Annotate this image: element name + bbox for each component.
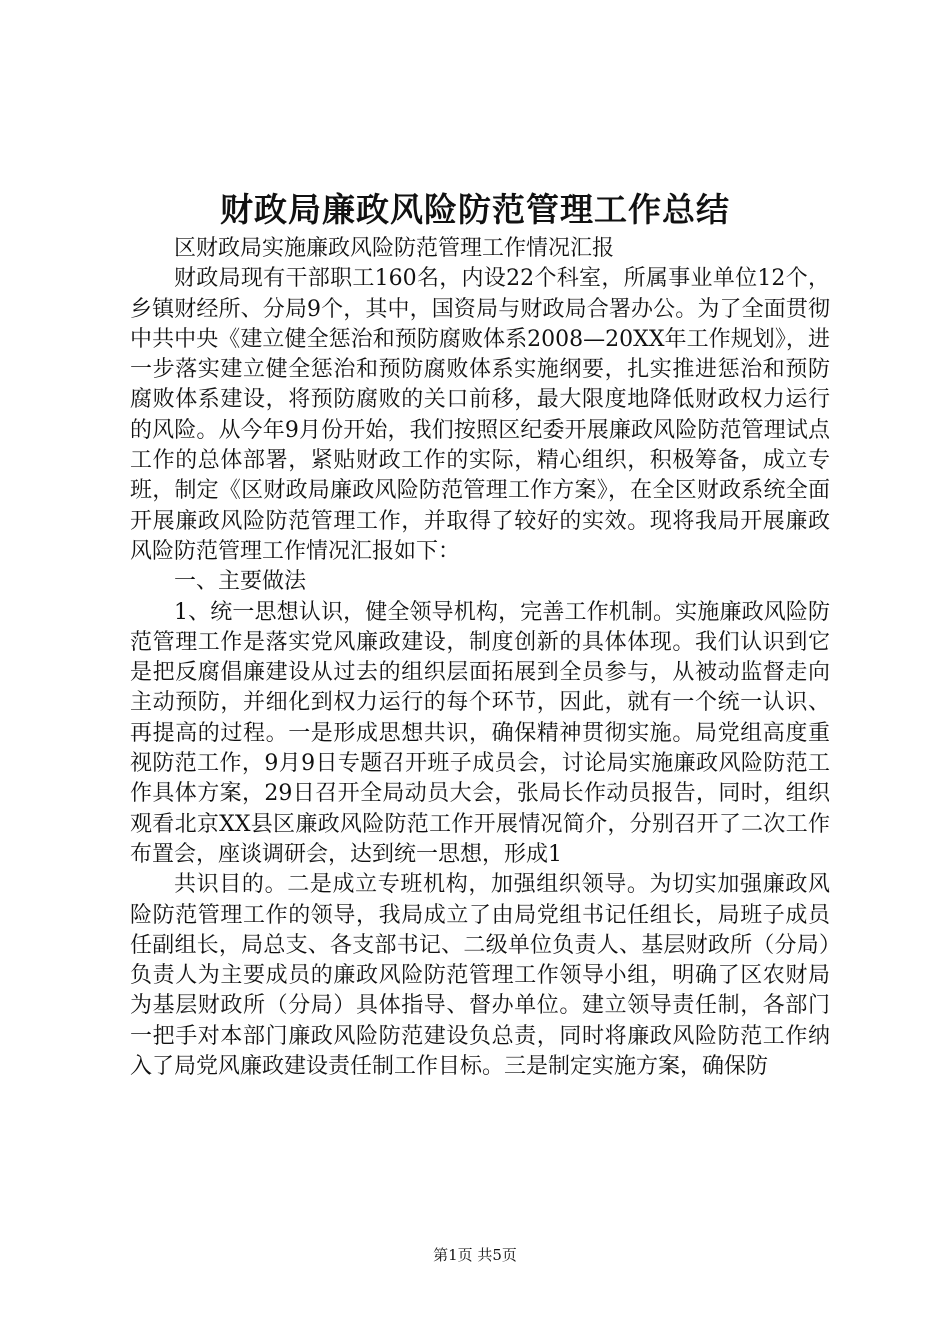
section-heading-main-practices: 一、主要做法 [174,569,307,595]
document-body [130,234,830,1082]
paragraph-continuation: 共识目的。二是成立专班机构，加强组织领导。为切实加强廉政风险防范管理工作的领导，我局成立了由局党组书记任组长，局班子成员任副组长，局总支、各支部书记、二级单位负责人、基层财政所（分局）负责人为主要成员的廉政风险防范管理工作领导小组，明确了区农财局为基层财政所（分局）具体指导、督办单位。建立领导责任制，各部门一把手对本部门廉政风险防范建设负总责，同时将廉政风险防范工作纳入了局党风廉政建设责任制工作目标。三是制定实施方案，确保防 [130,872,830,1080]
page-footer: 第1页 共5页 [433,1246,517,1264]
document-title: 财政局廉政风险防范管理工作总结 [220,190,730,229]
paragraph-item-1: 1、统一思想认识，健全领导机构，完善工作机制。实施廉政风险防范管理工作是落实党风廉政建设，制度创新的具体体现。我们认识到它是把反腐倡廉建设从过去的组织层面拓展到全员参与，从被动监督走向主动预防，并细化到权力运行的每个环节，因此，就有一个统一认识、再提高的过程。一是形成思想共识，确保精神贯彻实施。局党组高度重视防范工作，9月9日专题召开班子成员会，讨论局实施廉政风险防范工作具体方案，29日召开全局动员大会，张局长作动员报告，同时，组织观看北京XX县区廉政风险防范工作开展情况简介，分别召开了二次工作布置会，座谈调研会，达到统一思想，形成1 [130,599,830,867]
paragraph-intro: 财政局现有干部职工160名，内设22个科室，所属事业单位12个，乡镇财经所、分局9个，其中，国资局与财政局合署办公。为了全面贯彻中共中央《建立健全惩治和预防腐败体系2008—20XX年工作规划》，进一步落实建立健全惩治和预防腐败体系实施纲要，扎实推进惩治和预防腐败体系建设，将预防腐败的关口前移，最大限度地降低财政权力运行的风险。从今年9月份开始，我们按照区纪委开展廉政风险防范管理试点工作的总体部署，紧贴财政工作的实际，精心组织，积极筹备，成立专班，制定《区财政局廉政风险防范管理工作方案》，在全区财政系统全面开展廉政风险防范管理工作，并取得了较好的实效。现将我局开展廉政风险防范管理工作情况汇报如下： [130,266,830,564]
paragraph-subtitle: 区财政局实施廉政风险防范管理工作情况汇报 [174,236,615,261]
